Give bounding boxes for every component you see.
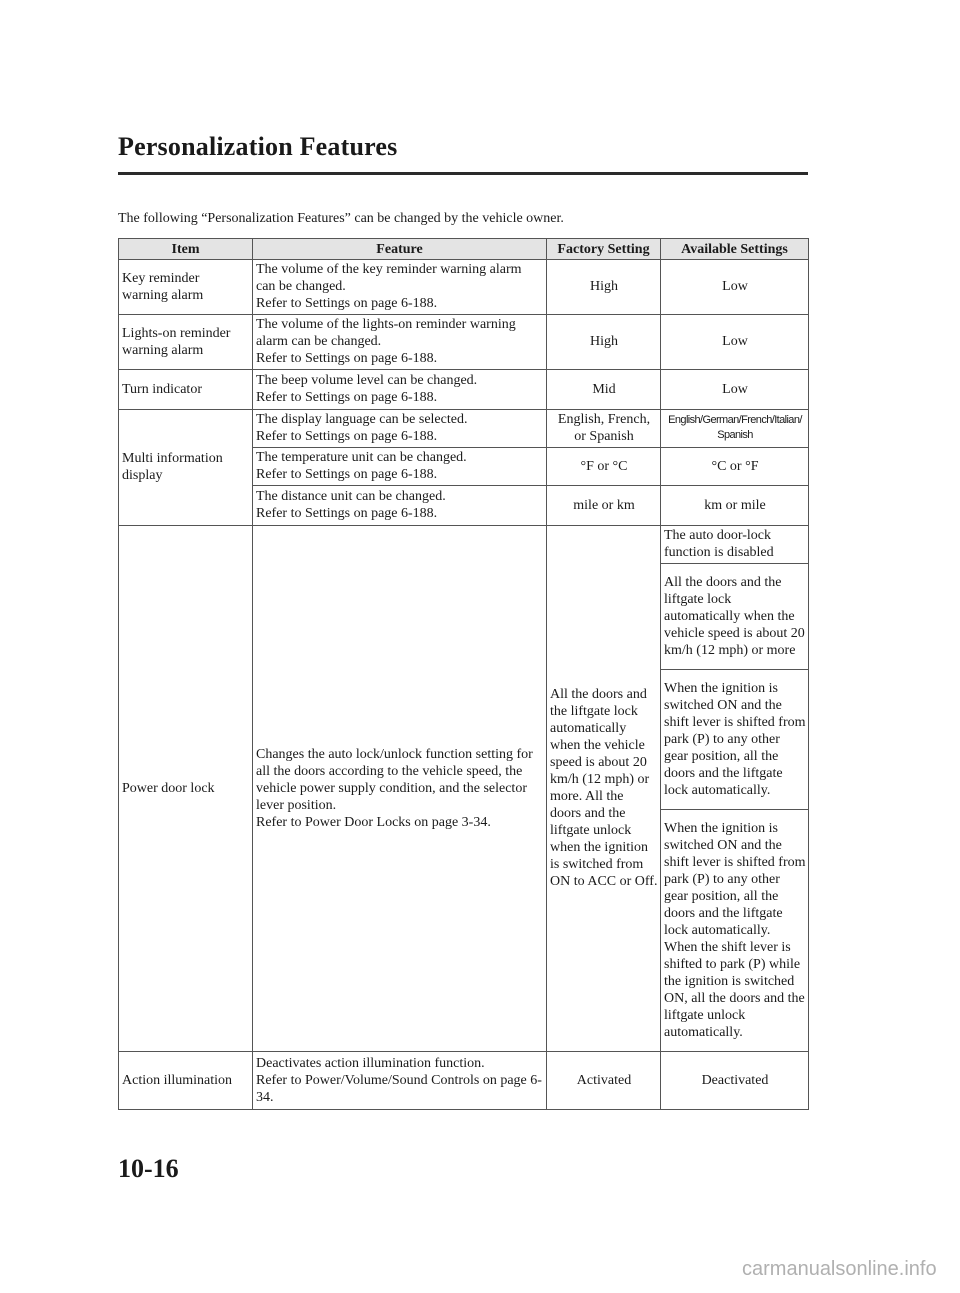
item-cell: Action illumination xyxy=(119,1052,253,1110)
available-option-cell: The auto door-lock function is disabled xyxy=(661,526,809,564)
available-cell: Low xyxy=(661,260,809,315)
watermark: carmanualsonline.info xyxy=(742,1258,937,1280)
feature-cell: The distance unit can be changed. Refer to Settings on page 6-188. xyxy=(253,486,547,526)
personalization-features-table xyxy=(118,238,809,1110)
feature-cell: The volume of the lights-on reminder warning alarm can be changed. Refer to Settings on page 6-188. xyxy=(253,315,547,370)
factory-cell: High xyxy=(547,260,661,315)
available-option-cell: When the ignition is switched ON and the shift lever is shifted from park (P) to any other gear position, all the doors and the liftgate lock automatically. xyxy=(661,670,809,810)
feature-cell: The display language can be selected. Refer to Settings on page 6-188. xyxy=(253,410,547,448)
available-cell: °C or °F xyxy=(661,448,809,486)
feature-cell: The temperature unit can be changed. Refer to Settings on page 6-188. xyxy=(253,448,547,486)
item-cell: Turn indicator xyxy=(119,370,253,410)
available-cell: km or mile xyxy=(661,486,809,526)
table-row-lights-on xyxy=(119,315,809,370)
available-cell: English/German/French/Italian/ Spanish xyxy=(661,410,809,448)
page-number: 10-16 xyxy=(118,1154,179,1183)
feature-cell: The volume of the key reminder warning alarm can be changed. Refer to Settings on page 6-188. xyxy=(253,260,547,315)
feature-cell: Deactivates action illumination function. Refer to Power/Volume/Sound Controls on page 6-34. xyxy=(253,1052,547,1110)
factory-cell: All the doors and the liftgate lock automatically when the vehicle speed is about 20 km/h (12 mph) or more. All the doors and the liftgate unlock when the ignition is switched from ON to ACC or Off. xyxy=(547,526,661,1052)
table-header-row xyxy=(119,239,809,260)
item-cell: Lights-on reminder warning alarm xyxy=(119,315,253,370)
available-cell: Deactivated xyxy=(661,1052,809,1110)
table-row-multi-info-language xyxy=(119,410,809,448)
factory-cell: Mid xyxy=(547,370,661,410)
item-cell: Key reminder warning alarm xyxy=(119,260,253,315)
factory-cell: High xyxy=(547,315,661,370)
item-cell: Multi information display xyxy=(119,410,253,526)
item-cell: Power door lock xyxy=(119,526,253,1052)
table-row-turn-indicator xyxy=(119,370,809,410)
table-row-action-illumination xyxy=(119,1052,809,1110)
header-item: Item xyxy=(119,239,253,260)
available-option-cell: All the doors and the liftgate lock automatically when the vehicle speed is about 20 km/h (12 mph) or more xyxy=(661,564,809,670)
header-feature: Feature xyxy=(253,239,547,260)
factory-cell: Activated xyxy=(547,1052,661,1110)
available-cell: Low xyxy=(661,370,809,410)
title-rule xyxy=(118,172,808,175)
available-cell: Low xyxy=(661,315,809,370)
factory-cell: °F or °C xyxy=(547,448,661,486)
header-factory-setting: Factory Setting xyxy=(547,239,661,260)
factory-cell: English, French, or Spanish xyxy=(547,410,661,448)
table-row-power-door-lock xyxy=(119,526,809,564)
header-available-settings: Available Settings xyxy=(661,239,809,260)
available-option-cell: When the ignition is switched ON and the shift lever is shifted from park (P) to any other gear position, all the doors and the liftgate lock automatically. When the shift lever is shifted to park (P) while the ignition is switched ON, all the doors and the liftgate unlock automatically. xyxy=(661,810,809,1052)
feature-cell: The beep volume level can be changed. Refer to Settings on page 6-188. xyxy=(253,370,547,410)
feature-cell: Changes the auto lock/unlock function setting for all the doors according to the vehicle speed, the vehicle power supply condition, and the selector lever position. Refer to Power Door Locks on page 3-34. xyxy=(253,526,547,1052)
table-row-key-reminder xyxy=(119,260,809,315)
section-title: Personalization Features xyxy=(118,132,398,161)
intro-text: The following “Personalization Features” can be changed by the vehicle owner. xyxy=(118,211,564,226)
factory-cell: mile or km xyxy=(547,486,661,526)
